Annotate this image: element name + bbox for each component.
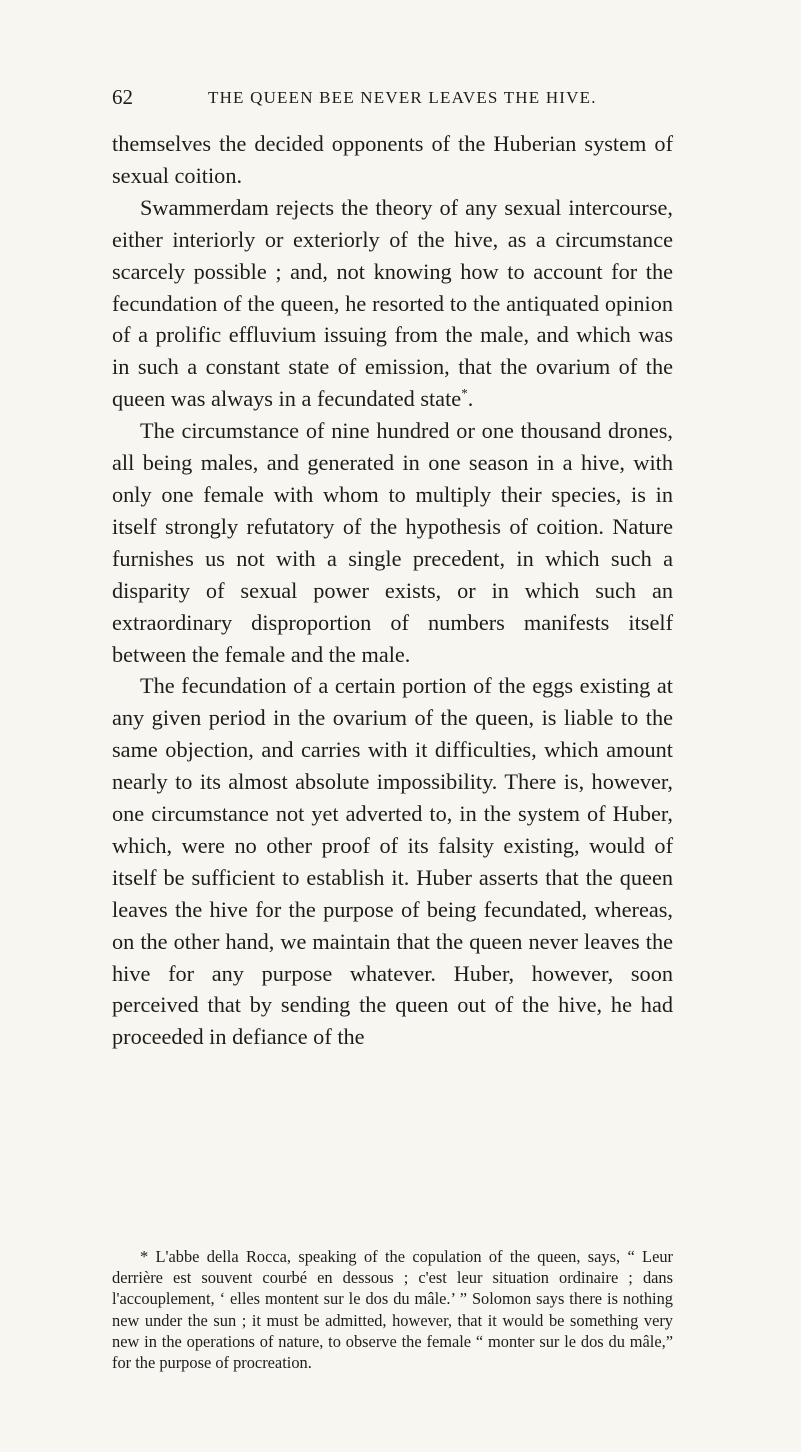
paragraph-1: themselves the decided opponents of the Huberian system of sexual coition. [112, 131, 673, 188]
body-text [112, 128, 673, 1053]
footnote [112, 1246, 673, 1373]
paragraph-3: The circumstance of nine hundred or one thousand drones, all being males, and generated in one season in a hive, with only one female with whom to multiply their species, is in itself strongly refutatory of the hypothesis of coition. Nature furnishes us not with a single precedent, in which such a disparity of sexual power exists, or in which such an extraordinary disproportion of numbers manifests itself between the female and the male. [112, 418, 673, 667]
paragraph-4: The fecundation of a certain portion of the eggs existing at any given period in the ovarium of the queen, is liable to the same objection, and carries with it difficulties, which amount nearly to its almost absolute impossibility. There is, however, one circumstance not yet adverted to, in the system of Huber, which, were no other proof of its falsity existing, would of itself be sufficient to establish it. Huber asserts that the queen leaves the hive for the purpose of being fecundated, whereas, on the other hand, we maintain that the queen never leaves the hive for any purpose whatever. Huber, however, soon perceived that by sending the queen out of the hive, he had proceeded in defiance of the [112, 673, 673, 1050]
footnote-reference: * [461, 385, 468, 401]
page-header [112, 85, 672, 115]
footnote-text: * L'abbe della Rocca, speaking of the copulation of the queen, says, “ Leur derrière est souvent courbé en dessous ; c'est leur situation ordinaire ; dans l'accouplement, ‘ elles montent sur le dos du mâle.’ ” Solomon says there is nothing new under the sun ; it must be admitted, however, that it would be something very new in the operations of nature, to observe the female “ monter sur le dos du mâle,” for the purpose of procreation. [112, 1247, 673, 1373]
paragraph-2-text: Swammerdam rejects the theory of any sexual intercourse, either interiorly or exteriorly of the hive, as a circumstance scarcely possible ; and, not knowing how to account for the fecundation of the queen, he resorted to the antiquated opinion of a prolific effluvium issuing from the male, and which was in such a constant state of emission, that the ovarium of the queen was always in a fecundated state [112, 194, 673, 412]
paragraph-2-end: . [467, 386, 474, 412]
running-title: THE QUEEN BEE NEVER LEAVES THE HIVE. [208, 88, 597, 107]
paragraph-2 [112, 192, 673, 415]
page-number: 62 [112, 85, 133, 109]
